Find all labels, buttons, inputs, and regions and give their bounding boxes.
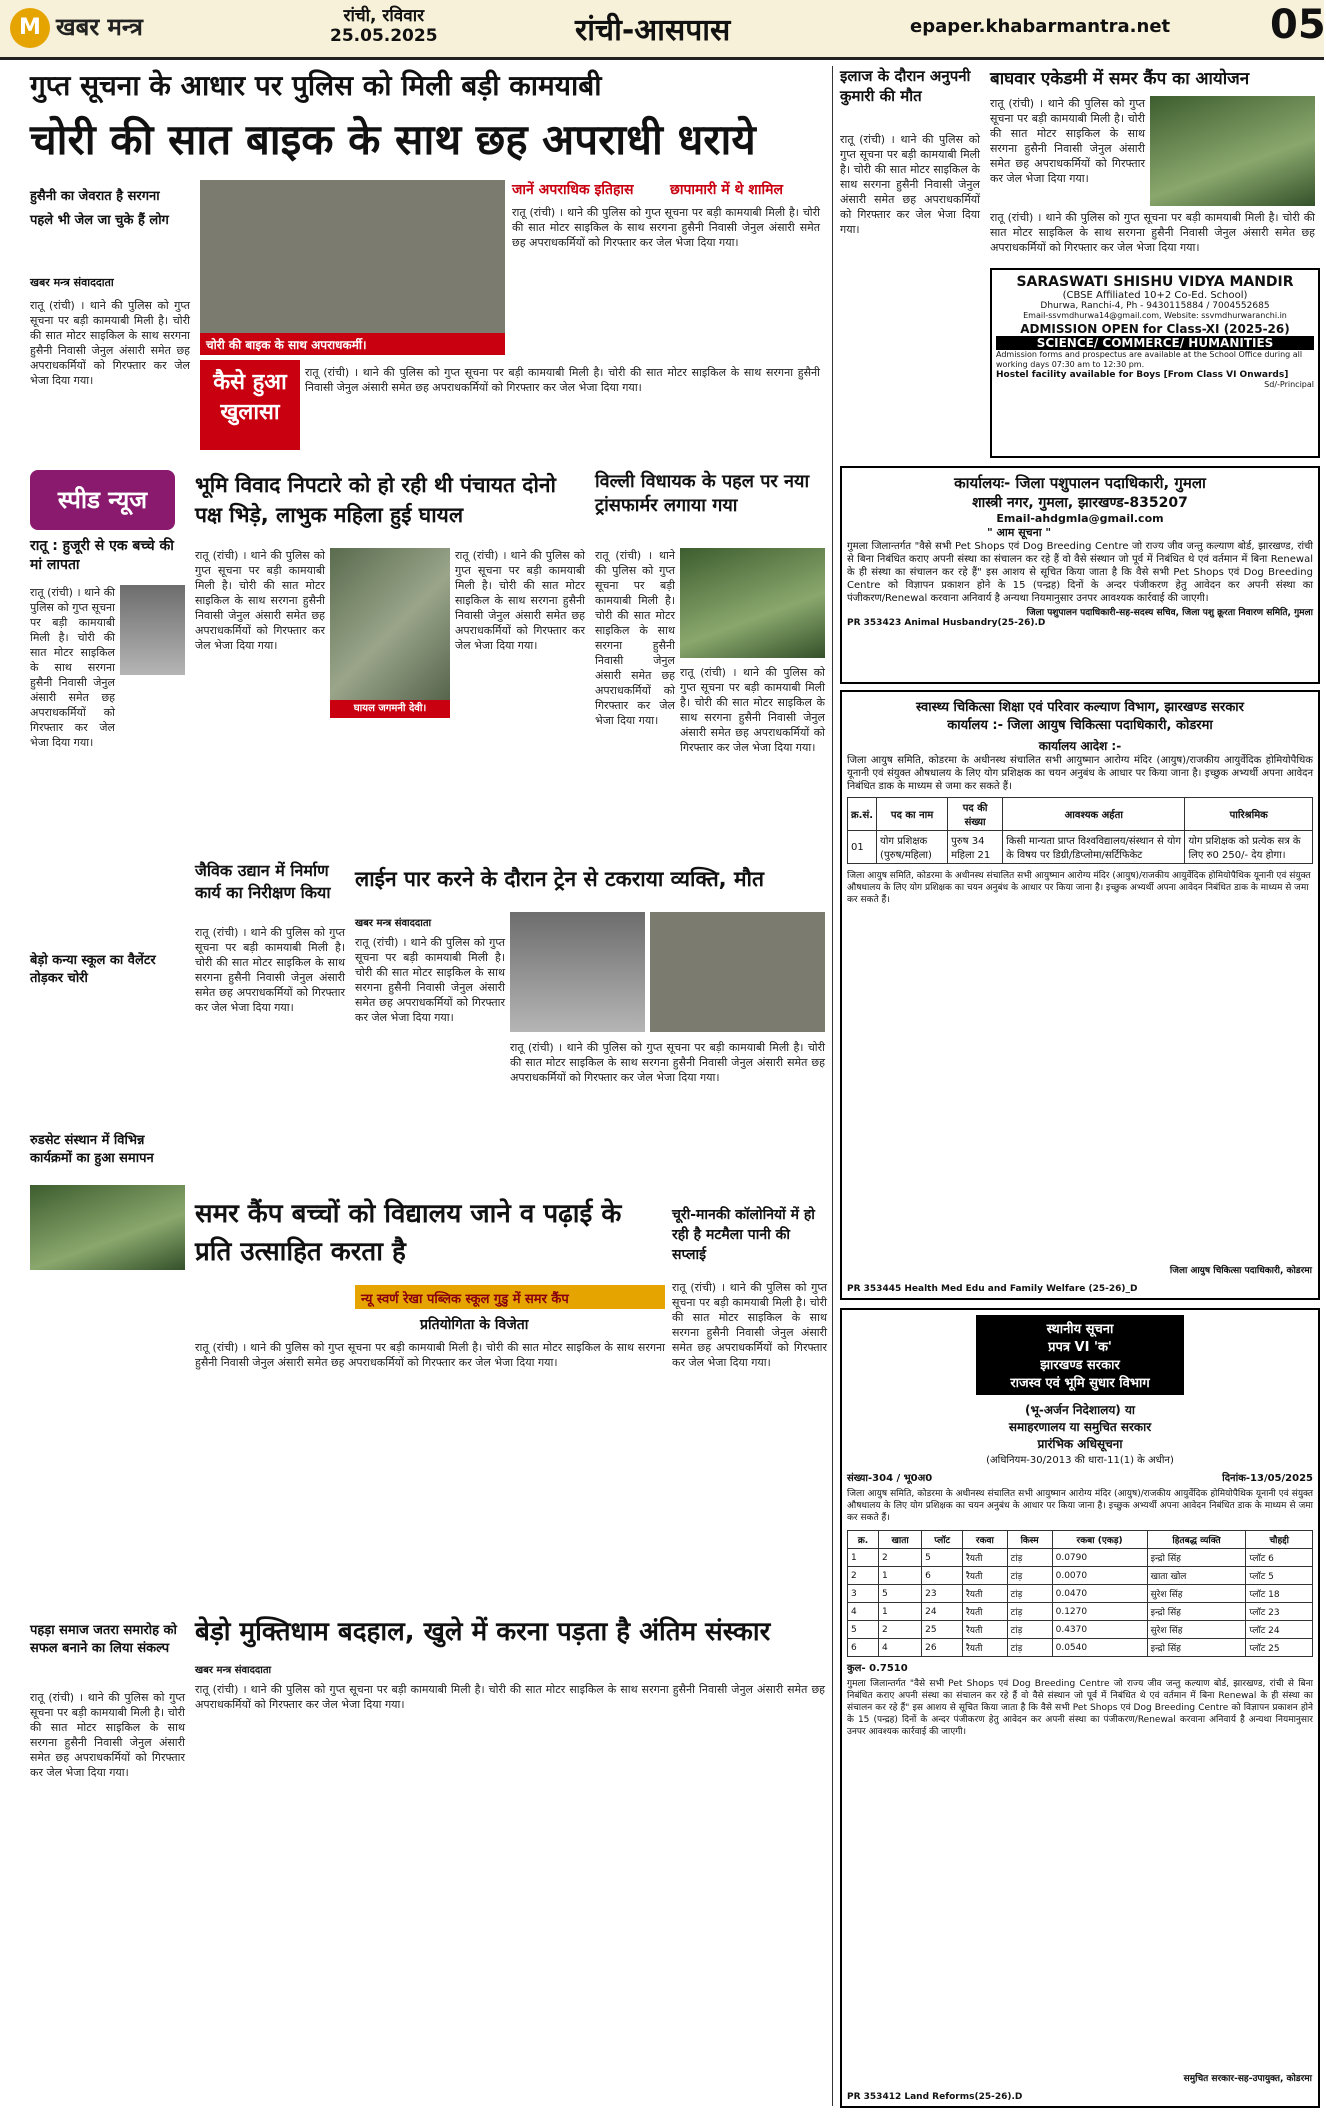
land-sign: समुचित सरकार-सह-उपायुक्त, कोडरमा (1183, 2074, 1312, 2084)
table-cell: 4 (848, 1603, 879, 1621)
epaper-link[interactable]: epaper.khabarmantra.net (910, 16, 1171, 37)
land-number: संख्या-304 / भू0अ0 (847, 1473, 933, 1484)
crematorium-byline: खबर मन्त्र संवाददाता (195, 1665, 272, 1676)
raid-title: छापामारी में थे शामिल (670, 182, 783, 198)
table-cell: 6 (922, 1567, 963, 1585)
table-cell: इन्द्रो सिंह (1147, 1639, 1246, 1657)
rudset-photo (30, 1185, 185, 1270)
land-number-row (847, 1470, 1313, 1484)
table-cell: 0.0790 (1052, 1549, 1147, 1567)
animal-ref: PR 353423 Animal Husbandry(25-26).D (847, 618, 1046, 628)
table-cell: रैयती (963, 1549, 1008, 1567)
land-act: (अधिनियम-30/2013 की धारा-11(1) के अधीन) (986, 1455, 1174, 1466)
table-cell: टांड़ (1007, 1603, 1052, 1621)
table-row (848, 831, 1313, 864)
death-body: रातू (रांची) । थाने की पुलिस को गुप्त सूचना पर बड़ी कामयाबी मिली है। चोरी की सात मोटर साइकिल के साथ सरगना हुसैनी निवासी जेनुल अंसारी समेत छह अपराधकर्मियों को गिरफ्तार कर जेल भेजा दिया गया। (840, 133, 980, 236)
speed-item-title: पहड़ा समाज जतरा समारोह को सफल बनाने का लिया संकल्प (30, 1623, 177, 1656)
school-admission: ADMISSION OPEN for Class-XI (2025-26) (1020, 322, 1290, 336)
table-cell: इन्द्रो सिंह (1147, 1603, 1246, 1621)
land-body: गुमला जिलान्तर्गत "वैसे सभी Pet Shops एवं Dog Breeding Centre जो राज्य जीव जन्तु कल्याण बोर्ड, झारखण्ड, रांची से बिना निबंधित कराए अपनी संस्था का संचालन कर रहे हैं वो वैसे संस्थान जो पूर्व में निबंधित थे एवं वर्तमान में बिना Renewal के ही संस्था का संचालन कर रहे हैं" इस आशय से सूचित किया जाता है कि वैसे सभी Pet Shops एवं Dog Breeding Centre को विज्ञापन प्रकाशन होने के 15 (पन्द्रह) दिनों के अन्दर पंजीकरण हेतु आवेदन कर अपनी संस्था का पंजीकरण/Renewal करवाना अनिवार्य है अन्यथा नियमानुसार उनपर आवश्यक कार्रवाई की जाएगी। (847, 1679, 1313, 1737)
table-cell: 3 (848, 1585, 879, 1603)
table-header-cell: किस्म (1007, 1531, 1052, 1549)
table-cell: 24 (922, 1603, 963, 1621)
lead-bullet: हुसैनी का जेवरात है सरगना (30, 189, 160, 204)
land-sub: समाहरणालय या समुचित सरकार (1008, 1420, 1152, 1434)
land-title: प्रपत्र VI 'क' (1048, 1340, 1112, 1355)
dateline (330, 6, 438, 46)
issue-date: 25.05.2025 (330, 26, 438, 46)
table-cell: पुरुष 34 महिला 21 (948, 831, 1003, 864)
animal-body: गुमला जिलान्तर्गत "वैसे सभी Pet Shops एवं Dog Breeding Centre जो राज्य जीव जन्तु कल्याण बोर्ड, झारखण्ड, रांची से बिना निबंधित कराए अपनी संस्था का संचालन कर रहे हैं वो वैसे संस्थान जो पूर्व में निबंधित थे एवं वर्तमान में बिना Renewal के ही संस्था का संचालन कर रहे हैं" इस आशय से सूचित किया जाता है कि वैसे सभी Pet Shops एवं Dog Breeding Centre को विज्ञापन प्रकाशन होने के 15 (पन्द्रह) दिनों के अन्दर पंजीकरण हेतु आवेदन कर अपनी संस्था का पंजीकरण/Renewal करवाना अनिवार्य है अन्यथा नियमानुसार उनपर आवश्यक कार्रवाई की जाएगी। (847, 541, 1313, 604)
table-cell: प्लॉट 6 (1246, 1549, 1313, 1567)
city-day: रांची, रविवार (343, 6, 425, 26)
table-cell: 5 (879, 1585, 922, 1603)
school-ad (990, 268, 1320, 458)
section-title: रांची-आसपास (575, 13, 731, 48)
speed-item-body: रातू (रांची) । थाने की पुलिस को गुप्त सूचना पर बड़ी कामयाबी मिली है। चोरी की सात मोटर साइकिल के साथ सरगना हुसैनी निवासी जेनुल अंसारी समेत छह अपराधकर्मियों को गिरफ्तार कर जेल भेजा दिया गया। (30, 586, 116, 749)
table-row (848, 1549, 1313, 1567)
summer-camp-headline: समर कैंप बच्चों को विद्यालय जाने व पढ़ाई के प्रति उत्साहित करता है (195, 1199, 622, 1267)
table-cell: 1 (879, 1567, 922, 1585)
transformer-photo (680, 548, 825, 658)
table-header-cell: रकबा (एकड़) (1052, 1531, 1147, 1549)
animal-address: शास्त्री नगर, गुमला, झारखण्ड-835207 (972, 495, 1188, 511)
transformer-headline: विल्ली विधायक के पहल पर नया ट्रांसफार्मर लगाया गया (595, 471, 810, 516)
table-cell: प्लॉट 5 (1246, 1567, 1313, 1585)
school-hostel: Hostel facility available for Boys [From Class VI Onwards] (996, 370, 1289, 380)
table-cell: प्लॉट 24 (1246, 1621, 1313, 1639)
train-photo-bike (650, 912, 825, 1032)
brand-name: खबर मन्त्र (56, 13, 143, 41)
land-title-box (976, 1315, 1184, 1395)
health-ref: PR 353445 Health Med Edu and Family Welfare (25-26)_D (847, 1284, 1138, 1294)
land-title: झारखण्ड सरकार (1040, 1358, 1120, 1373)
speed-item-body: रातू (रांची) । थाने की पुलिस को गुप्त सूचना पर बड़ी कामयाबी मिली है। चोरी की सात मोटर साइकिल के साथ सरगना हुसैनी निवासी जेनुल अंसारी समेत छह अपराधकर्मियों को गिरफ्तार कर जेल भेजा दिया गया। (30, 1691, 185, 1779)
train-headline: लाईन पार करने के दौरान ट्रेन से टकराया व्यक्ति, मौत (355, 867, 764, 891)
school-email: Email-ssvmdhurwa14@gmail.com, Website: ssvmdhurwaranchi.in (1023, 311, 1287, 320)
missing-woman-photo (120, 585, 185, 675)
table-cell: खाता खोल (1147, 1567, 1246, 1585)
table-header-cell: पद की संख्या (948, 798, 1003, 831)
land-body: जिला आयुष समिति, कोडरमा के अधीनस्थ संचालित सभी आयुष्मान आरोग्य मंदिर (आयुष)/राजकीय आयुर्वेदिक होमियोपैथिक यूनानी एवं संयुक्त औषधालय के लिए योग प्रशिक्षक का चयन अनुबंध के आधार पर किया जाना है। इच्छुक अभ्यर्थी अपना आवेदन निबंधित डाक के माध्यम से जमा कर सकते हैं। (847, 1489, 1313, 1523)
land-date: दिनांक-13/05/2025 (1222, 1473, 1313, 1484)
table-header-cell: रकवा (963, 1531, 1008, 1549)
table-cell: इन्द्रो सिंह (1147, 1549, 1246, 1567)
side-label: कैसे हुआ खुलासा (200, 360, 300, 450)
health-order: कार्यालय आदेश :- (1038, 739, 1122, 753)
table-cell: प्लॉट 23 (1246, 1603, 1313, 1621)
table-header-cell: पद का नाम (877, 798, 948, 831)
table-row (848, 1585, 1313, 1603)
table-header-cell: पारिश्रमिक (1185, 798, 1313, 831)
table-cell: रैयती (963, 1621, 1008, 1639)
land-table (847, 1530, 1313, 1657)
summer-camp-tag: न्यू स्वर्ण रेखा पब्लिक स्कूल गुडु में समर कैंप (355, 1285, 665, 1309)
land-total-label: कुल- (847, 1663, 866, 1674)
injured-photo-caption: घायल जगमनी देवी। (330, 700, 450, 718)
table-cell: 26 (922, 1639, 963, 1657)
lead-photo (200, 180, 505, 355)
speed-news-label: स्पीड न्यूज (30, 470, 175, 530)
table-cell: सुरेश सिंह (1147, 1621, 1246, 1639)
summer-camp-body: रातू (रांची) । थाने की पुलिस को गुप्त सूचना पर बड़ी कामयाबी मिली है। चोरी की सात मोटर साइकिल के साथ सरगना हुसैनी निवासी जेनुल अंसारी समेत छह अपराधकर्मियों को गिरफ्तार कर जेल भेजा दिया गया। (195, 1341, 665, 1369)
table-cell: 0.0540 (1052, 1639, 1147, 1657)
camp-photo (1150, 96, 1315, 206)
table-cell: प्लॉट 18 (1246, 1585, 1313, 1603)
table-cell: 5 (848, 1621, 879, 1639)
table-cell: 6 (848, 1639, 879, 1657)
transformer-body: रातू (रांची) । थाने की पुलिस को गुप्त सूचना पर बड़ी कामयाबी मिली है। चोरी की सात मोटर साइकिल के साथ सरगना हुसैनी निवासी जेनुल अंसारी समेत छह अपराधकर्मियों को गिरफ्तार कर जेल भेजा दिया गया। (595, 549, 675, 727)
table-cell: 0.0070 (1052, 1567, 1147, 1585)
organic-body: रातू (रांची) । थाने की पुलिस को गुप्त सूचना पर बड़ी कामयाबी मिली है। चोरी की सात मोटर साइकिल के साथ सरगना हुसैनी निवासी जेनुल अंसारी समेत छह अपराधकर्मियों को गिरफ्तार कर जेल भेजा दिया गया। (195, 926, 345, 1014)
land-ad (840, 1308, 1320, 2108)
school-address: Dhurwa, Ranchi-4, Ph - 9430115884 / 7004552685 (1040, 301, 1270, 311)
table-row (848, 1639, 1313, 1657)
lead-summary: रातू (रांची) । थाने की पुलिस को गुप्त सूचना पर बड़ी कामयाबी मिली है। चोरी की सात मोटर साइकिल के साथ सरगना हुसैनी निवासी जेनुल अंसारी समेत छह अपराधकर्मियों को गिरफ्तार कर जेल भेजा दिया गया। (305, 366, 820, 394)
table-header-cell: प्लॉट (922, 1531, 963, 1549)
lead-body-continued: रातू (रांची) । थाने की पुलिस को गुप्त सूचना पर बड़ी कामयाबी मिली है। चोरी की सात मोटर साइकिल के साथ सरगना हुसैनी निवासी जेनुल अंसारी समेत छह अपराधकर्मियों को गिरफ्तार कर जेल भेजा दिया गया। (512, 206, 820, 249)
school-sign: Sd/-Principal (1264, 380, 1314, 389)
table-cell: 23 (922, 1585, 963, 1603)
health-office: कार्यालय :- जिला आयुष चिकित्सा पदाधिकारी, कोडरमा (947, 718, 1213, 733)
speed-item-title: रुडसेट संस्थान में विभिन्न कार्यक्रमों का हुआ समापन (30, 1133, 154, 1166)
masthead (0, 0, 1324, 60)
table-cell: 0.4370 (1052, 1621, 1147, 1639)
animal-ad (840, 466, 1320, 684)
table-cell: टांड़ (1007, 1549, 1052, 1567)
table-cell: रैयती (963, 1603, 1008, 1621)
lead-headline: चोरी की सात बाइक के साथ छह अपराधी धराये (30, 115, 756, 164)
land-sub: (भू-अर्जन निदेशालय) या (1024, 1403, 1136, 1417)
table-header-cell: क्र. (848, 1531, 879, 1549)
transformer-body: रातू (रांची) । थाने की पुलिस को गुप्त सूचना पर बड़ी कामयाबी मिली है। चोरी की सात मोटर साइकिल के साथ सरगना हुसैनी निवासी जेनुल अंसारी समेत छह अपराधकर्मियों को गिरफ्तार कर जेल भेजा दिया गया। (680, 666, 825, 754)
school-affiliation: (CBSE Affiliated 10+2 Co-Ed. School) (1062, 290, 1248, 301)
table-cell: टांड़ (1007, 1567, 1052, 1585)
train-body: रातू (रांची) । थाने की पुलिस को गुप्त सूचना पर बड़ी कामयाबी मिली है। चोरी की सात मोटर साइकिल के साथ सरगना हुसैनी निवासी जेनुल अंसारी समेत छह अपराधकर्मियों को गिरफ्तार कर जेल भेजा दिया गया। (355, 936, 505, 1024)
land-title: राजस्व एवं भूमि सुधार विभाग (1010, 1376, 1150, 1391)
animal-office: कार्यालयः- जिला पशुपालन पदाधिकारी, गुमला (954, 474, 1206, 492)
table-header-cell: आवश्यक अर्हता (1003, 798, 1185, 831)
table-cell: 0.1270 (1052, 1603, 1147, 1621)
table-cell: 1 (879, 1603, 922, 1621)
table-header-cell: हितबद्ध व्यक्ति (1147, 1531, 1246, 1549)
table-cell: टांड़ (1007, 1585, 1052, 1603)
land-sub: प्रारंभिक अधिसूचना (1037, 1437, 1123, 1451)
train-photo-body (510, 912, 645, 1032)
train-byline: खबर मन्त्र संवाददाता (355, 918, 432, 929)
health-body: जिला आयुष समिति, कोडरमा के अधीनस्थ संचालित सभी आयुष्मान आरोग्य मंदिर (आयुष)/राजकीय आयुर्वेदिक होमियोपैथिक यूनानी एवं संयुक्त औषधालय के लिए योग प्रशिक्षक का चयन अनुबंध के आधार पर किया जाना है। इच्छुक अभ्यर्थी अपना आवेदन निबंधित डाक के माध्यम से जमा कर सकते हैं। (847, 755, 1313, 792)
table-cell: 2 (848, 1567, 879, 1585)
health-table (847, 797, 1313, 864)
animal-notice: " आम सूचना " (987, 526, 1052, 539)
school-name: SARASWATI SHISHU VIDYA MANDIR (1016, 274, 1294, 290)
health-dept: स्वास्थ्य चिकित्सा शिक्षा एवं परिवार कल्याण विभाग, झारखण्ड सरकार (916, 700, 1244, 715)
camp-body: रातू (रांची) । थाने की पुलिस को गुप्त सूचना पर बड़ी कामयाबी मिली है। चोरी की सात मोटर साइकिल के साथ सरगना हुसैनी निवासी जेनुल अंसारी समेत छह अपराधकर्मियों को गिरफ्तार कर जेल भेजा दिया गया। (990, 211, 1315, 254)
crematorium-body: रातू (रांची) । थाने की पुलिस को गुप्त सूचना पर बड़ी कामयाबी मिली है। चोरी की सात मोटर साइकिल के साथ सरगना हुसैनी निवासी जेनुल अंसारी समेत छह अपराधकर्मियों को गिरफ्तार कर जेल भेजा दिया गया। (195, 1683, 825, 1711)
land-total (847, 1660, 1313, 1674)
lead-kicker: गुप्त सूचना के आधार पर पुलिस को मिली बड़ी कामयाबी (30, 69, 602, 102)
land-dispute-body: रातू (रांची) । थाने की पुलिस को गुप्त सूचना पर बड़ी कामयाबी मिली है। चोरी की सात मोटर साइकिल के साथ सरगना हुसैनी निवासी जेनुल अंसारी समेत छह अपराधकर्मियों को गिरफ्तार कर जेल भेजा दिया गया। (195, 549, 325, 652)
health-ad (840, 690, 1320, 1300)
brand-logo: M (10, 8, 50, 48)
land-total-value: 0.7510 (869, 1663, 908, 1674)
table-cell: 2 (879, 1549, 922, 1567)
table-row (848, 1603, 1313, 1621)
table-cell: 2 (879, 1621, 922, 1639)
land-dispute-body: रातू (रांची) । थाने की पुलिस को गुप्त सूचना पर बड़ी कामयाबी मिली है। चोरी की सात मोटर साइकिल के साथ सरगना हुसैनी निवासी जेनुल अंसारी समेत छह अपराधकर्मियों को गिरफ्तार कर जेल भेजा दिया गया। (455, 549, 585, 652)
history-title: जानें अपराधिक इतिहास (512, 182, 634, 198)
camp-headline: बाघवार एकेडमी में समर कैंप का आयोजन (990, 69, 1250, 89)
table-cell: 0.0470 (1052, 1585, 1147, 1603)
crematorium-headline: बेड़ो मुक्तिधाम बदहाल, खुले में करना पड़ता है अंतिम संस्कार (195, 1617, 771, 1647)
land-title: स्थानीय सूचना (1046, 1322, 1114, 1337)
health-conditions: जिला आयुष समिति, कोडरमा के अधीनस्थ संचालित सभी आयुष्मान आरोग्य मंदिर (आयुष)/राजकीय आयुर्वेदिक होमियोपैथिक यूनानी एवं संयुक्त औषधालय के लिए योग प्रशिक्षक का चयन अनुबंध के आधार पर किया जाना है। इच्छुक अभ्यर्थी अपना आवेदन निबंधित डाक के माध्यम से जमा कर सकते हैं। (847, 871, 1311, 905)
table-cell: 01 (848, 831, 877, 864)
table-cell: योग प्रशिक्षक (पुरुष/महिला) (877, 831, 948, 864)
table-header-cell: खाता (879, 1531, 922, 1549)
lead-byline: खबर मन्त्र संवाददाता (30, 276, 114, 289)
lead-bullets (30, 188, 190, 268)
table-cell: किसी मान्यता प्राप्त विश्वविद्यालय/संस्थान से योग के विषय पर डिग्री/डिप्लोमा/सर्टिफिकेट (1003, 831, 1185, 864)
organic-headline: जैविक उद्यान में निर्माण कार्य का निरीक्षण किया (195, 861, 331, 902)
animal-sign: जिला पशुपालन पदाधिकारी-सह-सदस्य सचिव, जिला पशु क्रूरता निवारण समिति, गुमला (1026, 608, 1313, 618)
colony-body: रातू (रांची) । थाने की पुलिस को गुप्त सूचना पर बड़ी कामयाबी मिली है। चोरी की सात मोटर साइकिल के साथ सरगना हुसैनी निवासी जेनुल अंसारी समेत छह अपराधकर्मियों को गिरफ्तार कर जेल भेजा दिया गया। (672, 1281, 827, 1369)
animal-email: Email-ahdgmla@gmail.com (996, 512, 1164, 525)
table-header-row (848, 1531, 1313, 1549)
table-cell: टांड़ (1007, 1621, 1052, 1639)
land-ref: PR 353412 Land Reforms(25-26).D (847, 2092, 1023, 2102)
table-cell: योग प्रशिक्षक को प्रत्येक सत्र के लिए रु0 250/- देय होगा। (1185, 831, 1313, 864)
injured-woman-photo (330, 548, 450, 718)
table-cell: रैयती (963, 1639, 1008, 1657)
speed-item-title: रातू : हुजूरी से एक बच्चे की मां लापता (30, 538, 174, 573)
table-cell: 1 (848, 1549, 879, 1567)
death-headline: इलाज के दौरान अनुपनी कुमारी की मौत (840, 67, 971, 105)
land-dispute-headline: भूमि विवाद निपटारे को हो रही थी पंचायत दोनो पक्ष भिड़े, लाभुक महिला हुई घायल (195, 473, 556, 527)
table-cell: रैयती (963, 1585, 1008, 1603)
school-streams: SCIENCE/ COMMERCE/ HUMANITIES (996, 336, 1314, 350)
page-number: 05 (1270, 2, 1326, 48)
table-cell: सुरेश सिंह (1147, 1585, 1246, 1603)
lead-body: रातू (रांची) । थाने की पुलिस को गुप्त सूचना पर बड़ी कामयाबी मिली है। चोरी की सात मोटर साइकिल के साथ सरगना हुसैनी निवासी जेनुल अंसारी समेत छह अपराधकर्मियों को गिरफ्तार कर जेल भेजा दिया गया। (30, 299, 190, 387)
column-divider (832, 66, 833, 2106)
colony-headline: चूरी-मानकी कॉलोनियों में हो रही है मटमैला पानी की सप्लाई (672, 1207, 815, 1263)
train-body: रातू (रांची) । थाने की पुलिस को गुप्त सूचना पर बड़ी कामयाबी मिली है। चोरी की सात मोटर साइकिल के साथ सरगना हुसैनी निवासी जेनुल अंसारी समेत छह अपराधकर्मियों को गिरफ्तार कर जेल भेजा दिया गया। (510, 1041, 825, 1084)
table-header-cell: क्र.सं. (848, 798, 877, 831)
table-cell: 5 (922, 1549, 963, 1567)
table-header-row (848, 798, 1313, 831)
table-cell: प्लॉट 25 (1246, 1639, 1313, 1657)
table-cell: रैयती (963, 1567, 1008, 1585)
table-cell: 4 (879, 1639, 922, 1657)
camp-body: रातू (रांची) । थाने की पुलिस को गुप्त सूचना पर बड़ी कामयाबी मिली है। चोरी की सात मोटर साइकिल के साथ सरगना हुसैनी निवासी जेनुल अंसारी समेत छह अपराधकर्मियों को गिरफ्तार कर जेल भेजा दिया गया। (990, 97, 1145, 185)
lead-photo-caption: चोरी की बाइक के साथ अपराधकर्मी। (200, 333, 505, 355)
table-row (848, 1567, 1313, 1585)
table-cell: टांड़ (1007, 1639, 1052, 1657)
table-row (848, 1621, 1313, 1639)
table-cell: 25 (922, 1621, 963, 1639)
winners-title: प्रतियोगिता के विजेता (420, 1317, 529, 1333)
speed-item-title: बेड़ो कन्या स्कूल का वैलेंटर तोड़कर चोरी (30, 953, 156, 986)
health-sign: जिला आयुष चिकित्सा पदाधिकारी, कोडरमा (1169, 1266, 1312, 1276)
table-header-cell: चौहद्दी (1246, 1531, 1313, 1549)
lead-bullet: पहले भी जेल जा चुके हैं लोग (30, 213, 169, 228)
school-note: Admission forms and prospectus are available at the School Office during all working days 07:30 am to 12:30 pm. (996, 350, 1303, 369)
